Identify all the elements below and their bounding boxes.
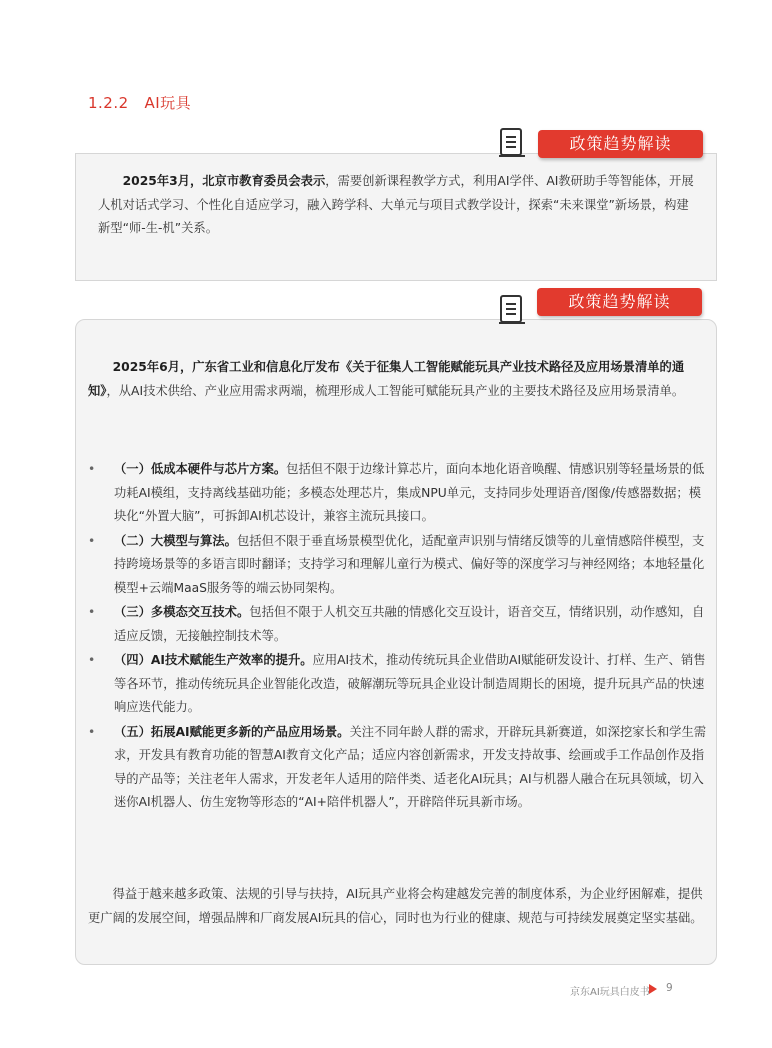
bullet: • xyxy=(88,653,96,667)
list-item xyxy=(88,649,708,720)
page-number: 9 xyxy=(666,982,673,994)
policy-trend-tag: 政策趋势解读 xyxy=(537,288,702,316)
list-item xyxy=(88,601,708,648)
box1-paragraph xyxy=(98,170,698,241)
bullet: • xyxy=(88,605,96,619)
policy-trend-tag: 政策趋势解读 xyxy=(538,130,703,158)
item-lead: （一）低成本硬件与芯片方案。 xyxy=(114,462,287,476)
document-icon xyxy=(498,128,526,158)
box2-intro-lead: 2025年6月，广东省工业和信息化厅发布《关于征集人工智能赋能玩具产业技术路径及应用场景清单的通知》 xyxy=(88,360,685,398)
item-lead: （五）拓展AI赋能更多新的产品应用场景。 xyxy=(114,724,350,739)
box1-text: ，需要创新课程教学方式，利用AI学伴、AI教研助手等智能体，开展人机对话式学习、个性化自适应学习，融入跨学科、大单元与项目式教学设计，探索“未来课堂”新场景，构建新型“师-生-机”关系。 xyxy=(98,174,694,235)
list-item xyxy=(88,721,708,815)
list-item xyxy=(88,530,708,601)
section-heading xyxy=(88,92,191,113)
box2-intro-text: ，从AI技术供给、产业应用需求两端，梳理形成人工智能可赋能玩具产业的主要技术路径及应用场景清单。 xyxy=(106,383,685,398)
item-lead: （二）大模型与算法。 xyxy=(114,533,237,548)
item-lead: （三）多模态交互技术。 xyxy=(114,605,250,619)
item-lead: （四）AI技术赋能生产效率的提升。 xyxy=(114,653,313,667)
item-text: 关注不同年龄人群的需求，开辟玩具新赛道，如深挖家长和学生需求，开发具有教育功能的智慧AI教育文化产品；适应内容创新需求，开发支持故事、绘画或手工作品创作及指导的产品等；关注老年人需求，开发老年人适用的陪伴类、适老化AI玩具；AI与机器人融合在玩具领域，切入迷你AI机器人、仿生宠物等形态的“AI+陪伴机器人”，开辟陪伴玩具新市场。 xyxy=(114,724,707,809)
bullet: • xyxy=(88,533,96,548)
triangle-right-icon xyxy=(649,984,657,994)
item-text: 包括但不限于边缘计算芯片，面向本地化语音唤醒、情感识别等轻量场景的低功耗AI模组，支持离线基础功能；多模态处理芯片，集成NPU单元，支持同步处理语音/图像/传感器数据；模块化“外置大脑”，可拆卸AI机芯设计，兼容主流玩具接口。 xyxy=(114,462,705,523)
section-title: AI玩具 xyxy=(144,94,192,112)
footer-title: 京东AI玩具白皮书 xyxy=(570,987,650,998)
document-icon xyxy=(498,295,526,325)
box2-intro xyxy=(88,356,704,403)
item-text: 应用AI技术，推动传统玩具企业借助AI赋能研发设计、打样、生产、销售等各环节，推动传统玩具企业智能化改造，破解潮玩等玩具企业设计制造周期长的困境，提升玩具产品的快速响应迭代能力。 xyxy=(114,653,706,714)
list-item xyxy=(88,458,708,529)
closing-paragraph: 得益于越来越多政策、法规的引导与扶持，AI玩具产业将会构建越发完善的制度体系，为企业纾困解难，提供更广阔的发展空间，增强品牌和厂商发展AI玩具的信心，同时也为行业的健康、规范与可持续发展奠定坚实基础。 xyxy=(88,887,703,925)
box1-lead: 2025年3月，北京市教育委员会表示 xyxy=(122,174,326,188)
item-text: 包括但不限于人机交互共融的情感化交互设计，语音交互，情绪识别，动作感知，自适应反馈，无接触控制技术等。 xyxy=(114,605,705,643)
policy-item-list xyxy=(88,458,708,816)
item-text: 包括但不限于垂直场景模型优化，适配童声识别与情绪反馈等的儿童情感陪伴模型，支持跨境场景等的多语言即时翻译；支持学习和理解儿童行为模式、偏好等的深度学习与神经网络；本地轻量化模型+云端MaaS服务等的端云协同架构。 xyxy=(114,533,705,595)
section-number: 1.2.2 xyxy=(88,94,129,112)
bullet: • xyxy=(88,724,96,739)
bullet: • xyxy=(88,462,96,476)
